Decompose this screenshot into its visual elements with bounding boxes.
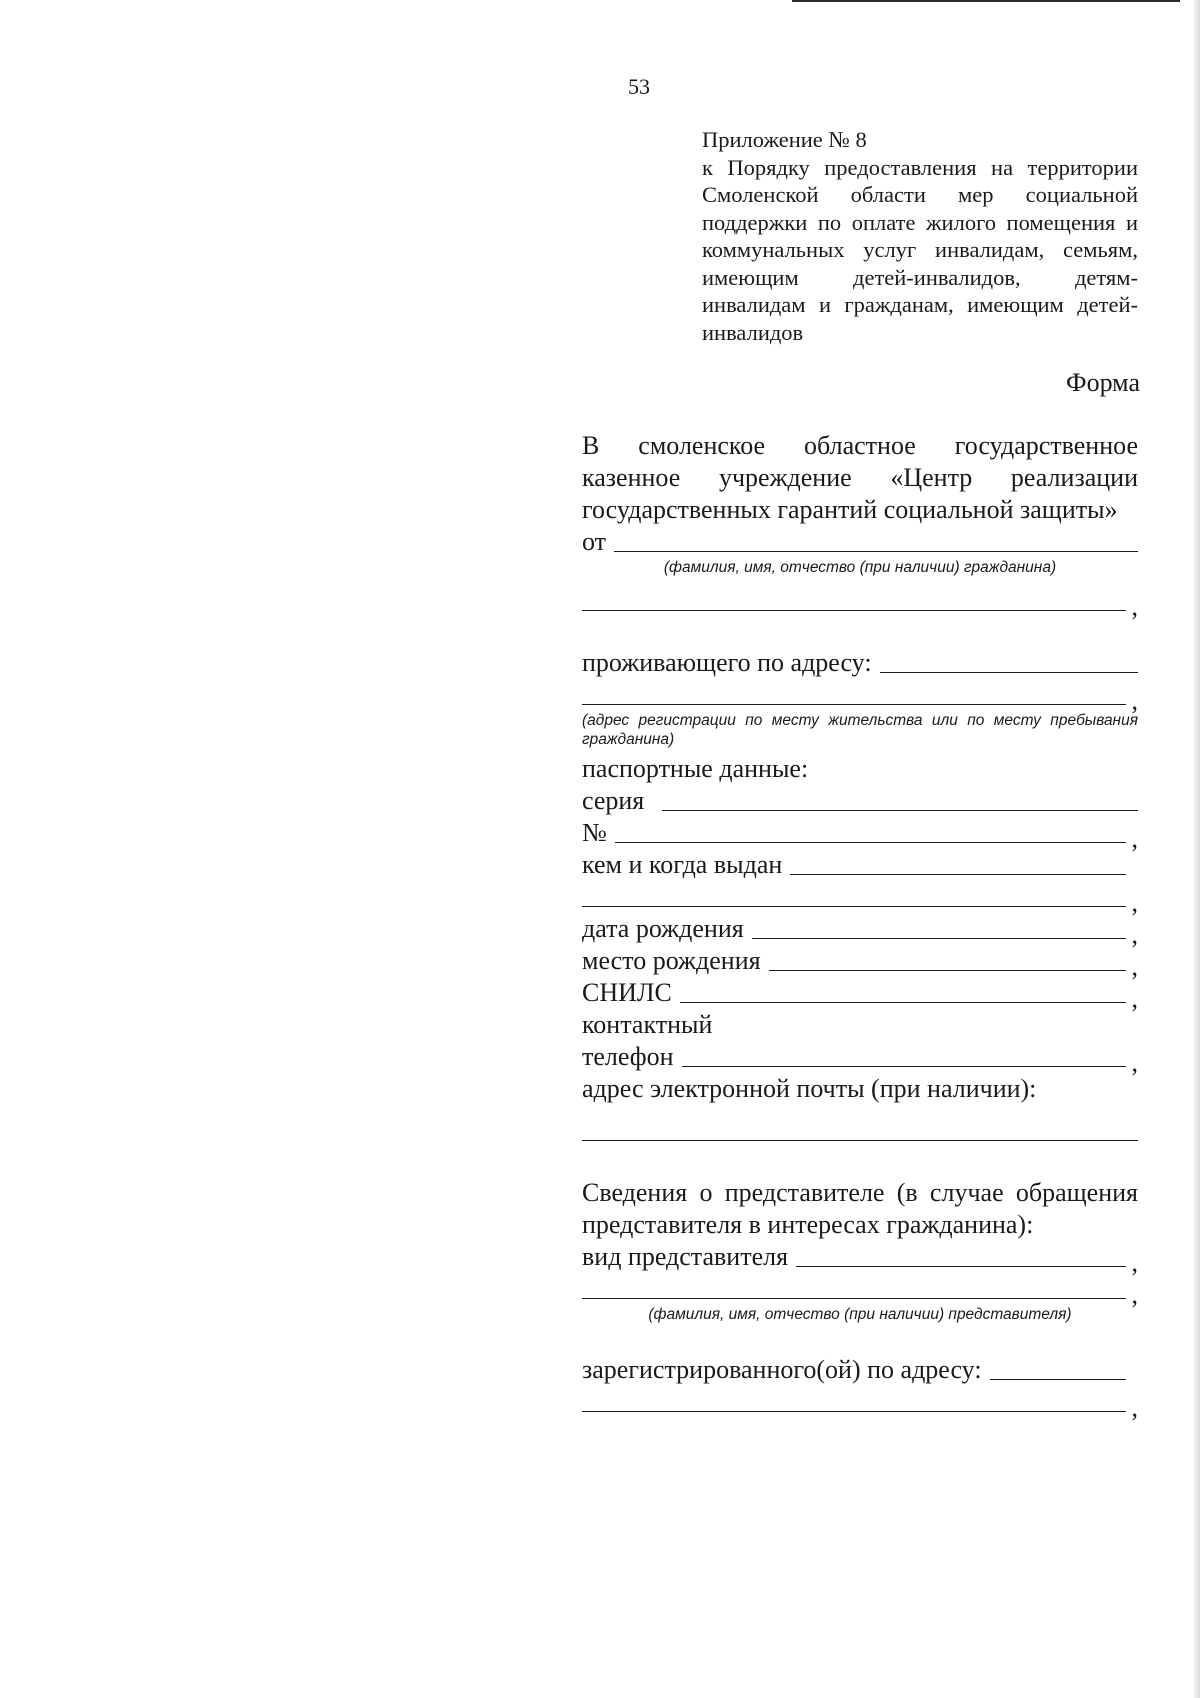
comma: , <box>1131 824 1138 853</box>
residing-row <box>582 647 1138 679</box>
rep-type-label: вид представителя <box>582 1242 789 1271</box>
email-row <box>582 1073 1138 1105</box>
comma: , <box>1131 984 1138 1013</box>
number-field[interactable] <box>615 842 1126 843</box>
series-label: серия <box>582 786 645 815</box>
birth-place-label: место рождения <box>582 946 761 975</box>
comma: , <box>1131 1248 1138 1277</box>
comma: , <box>1131 592 1138 621</box>
rep-address-row <box>582 1354 1138 1386</box>
contact-label: контактный <box>582 1010 713 1039</box>
application-form <box>582 430 1138 1422</box>
phone-field[interactable] <box>682 1066 1127 1067</box>
comma: , <box>1131 888 1138 917</box>
rep-address-field-2[interactable] <box>582 1411 1126 1412</box>
issued-label: кем и когда выдан <box>582 850 783 879</box>
number-row <box>582 817 1138 853</box>
appendix-header <box>702 126 1138 346</box>
form-label: Форма <box>1066 368 1140 397</box>
applicant-name-hint: (фамилия, имя, отчество (при наличии) гражданина) <box>663 559 1057 576</box>
birth-date-row <box>582 913 1138 949</box>
issued-field[interactable] <box>790 874 1126 875</box>
address-field-2[interactable] <box>582 704 1126 705</box>
passport-row <box>582 753 1138 785</box>
from-label: от <box>582 527 607 556</box>
comma: , <box>1131 1280 1138 1309</box>
rep-name-hint: (фамилия, имя, отчество (при наличии) представителя) <box>648 1306 1072 1323</box>
phone-label: телефон <box>582 1042 674 1071</box>
applicant-name-field-2[interactable] <box>582 610 1126 611</box>
address-hint: (адрес регистрации по месту жительства или по месту пребывания гражданина) <box>582 712 1138 748</box>
appendix-title: Приложение № 8 <box>702 127 867 152</box>
comma: , <box>1131 952 1138 981</box>
email-field-row <box>582 1115 1138 1147</box>
address-field[interactable] <box>880 672 1138 673</box>
passport-label: паспортные данные: <box>582 754 809 783</box>
series-field[interactable] <box>662 810 1138 811</box>
rep-address-field[interactable] <box>990 1379 1126 1380</box>
rep-type-field[interactable] <box>796 1266 1126 1267</box>
number-label: № <box>582 818 607 847</box>
issued-field-2[interactable] <box>582 906 1126 907</box>
applicant-name-field[interactable] <box>614 551 1138 552</box>
email-field[interactable] <box>582 1140 1138 1141</box>
snils-row <box>582 977 1138 1013</box>
series-row <box>582 785 1138 817</box>
comma: , <box>1131 686 1138 715</box>
applicant-name-continued-row <box>582 585 1138 621</box>
email-label: адрес электронной почты (при наличии): <box>582 1074 1037 1103</box>
residing-label: проживающего по адресу: <box>582 648 872 677</box>
comma: , <box>1131 920 1138 949</box>
comma: , <box>1131 1393 1138 1422</box>
from-row <box>582 526 1138 558</box>
issued-row <box>582 849 1138 881</box>
rep-address-label: зарегистрированного(ой) по адресу: <box>582 1355 982 1384</box>
contact-label-row <box>582 1009 1138 1041</box>
birth-place-row <box>582 945 1138 981</box>
addressee: В смоленское областное государственное казенное учреждение «Центр реализации государственных гарантий социальной защиты» <box>582 431 1138 524</box>
issued-continued-row <box>582 881 1138 917</box>
rep-name-row <box>582 1273 1138 1309</box>
rep-type-row <box>582 1241 1138 1277</box>
phone-row <box>582 1041 1138 1077</box>
rep-name-field[interactable] <box>582 1298 1126 1299</box>
page-number: 53 <box>628 74 650 99</box>
snils-field[interactable] <box>680 1002 1126 1003</box>
birth-date-field[interactable] <box>752 938 1126 939</box>
scan-edge-line <box>792 0 1180 2</box>
representative-intro: Сведения о представителе (в случае обращения представителя в интересах гражданина): <box>582 1178 1138 1239</box>
snils-label: СНИЛС <box>582 978 672 1007</box>
scan-edge-shadow <box>1194 0 1200 1698</box>
birth-place-field[interactable] <box>769 970 1126 971</box>
comma: , <box>1131 1048 1138 1077</box>
rep-address-continued-row <box>582 1386 1138 1422</box>
birth-date-label: дата рождения <box>582 914 744 943</box>
appendix-text: к Порядку предоставления на территории Смоленской области мер социальной поддержки по оплате жилого помещения и коммунальных услуг инвалидам, семьям, имеющим детей-инвалидов, детям-инвалидам и гражданам, имеющим детей-инвалидов <box>702 154 1138 345</box>
address-continued-row <box>582 679 1138 715</box>
